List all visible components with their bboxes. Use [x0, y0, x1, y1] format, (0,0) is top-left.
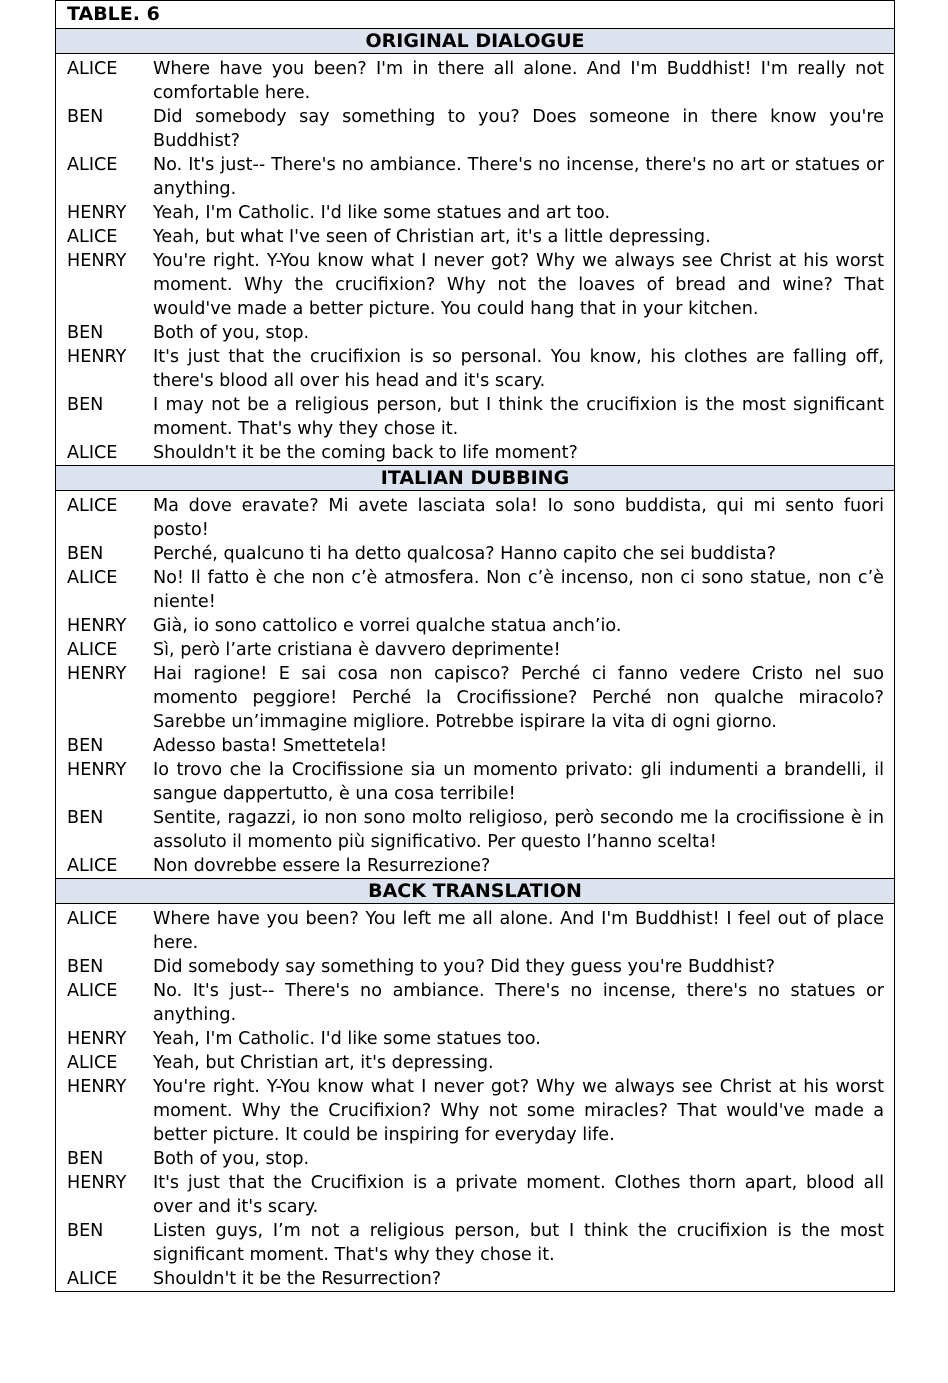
dialogue-line: Both of you, stop. [153, 323, 310, 343]
dialogue-row [67, 1219, 884, 1267]
dialogue-row [67, 1147, 884, 1171]
dialogue-row [67, 854, 884, 878]
dialogue-row [67, 441, 884, 465]
dialogue-row [67, 566, 884, 614]
dialogue-row [67, 955, 884, 979]
dialogue-row [67, 758, 884, 806]
dialogue-line: Hai ragione! E sai cosa non capisco? Perché ci fanno vedere Cristo nel suo momento peggiore! Perché la Crocifissione? Perché non qualche miracolo? Sarebbe un’immagine migliore. Potrebbe ispirare la vita di ogni giorno. [153, 664, 884, 732]
speaker-name: HENRY [67, 616, 127, 636]
dialogue-table [55, 0, 895, 1292]
dialogue-line: Perché, qualcuno ti ha detto qualcosa? Hanno capito che sei buddista? [153, 544, 777, 564]
dialogue-row [67, 393, 884, 441]
speaker-name: BEN [67, 544, 104, 564]
speaker-name: HENRY [67, 203, 127, 223]
dialogue-line: Ma dove eravate? Mi avete lasciata sola! Io sono buddista, qui mi sento fuori posto! [153, 496, 884, 540]
dialogue-row [67, 153, 884, 201]
speaker-name: ALICE [67, 155, 118, 175]
dialogue-row [67, 225, 884, 249]
speaker-name: BEN [67, 808, 104, 828]
section-back-translation [56, 879, 894, 1291]
dialogue-line: Non dovrebbe essere la Resurrezione? [153, 856, 491, 876]
dialogue-row [67, 201, 884, 225]
speaker-name: ALICE [67, 1269, 118, 1289]
dialogue-row [67, 249, 884, 321]
speaker-name: BEN [67, 323, 104, 343]
speaker-name: BEN [67, 107, 104, 127]
section-heading: BACK TRANSLATION [56, 879, 894, 904]
dialogue-row [67, 1267, 884, 1291]
speaker-name: HENRY [67, 664, 127, 684]
section-heading: ORIGINAL DIALOGUE [56, 29, 894, 54]
speaker-name: BEN [67, 957, 104, 977]
dialogue-row [67, 734, 884, 758]
dialogue-row [67, 345, 884, 393]
dialogue-line: Did somebody say something to you? Did they guess you're Buddhist? [153, 957, 775, 977]
speaker-name: HENRY [67, 1029, 127, 1049]
section-italian-dubbing [56, 466, 894, 879]
speaker-name: ALICE [67, 909, 118, 929]
dialogue-line: It's just that the Crucifixion is a private moment. Clothes thorn apart, blood all over and it's scary. [153, 1173, 884, 1217]
dialogue-line: Sì, però l’arte cristiana è davvero deprimente! [153, 640, 561, 660]
dialogue-line: Both of you, stop. [153, 1149, 310, 1169]
speaker-name: ALICE [67, 1053, 118, 1073]
speaker-name: ALICE [67, 981, 118, 1001]
dialogue-line: You're right. Y-You know what I never got? Why we always see Christ at his worst moment. Why the crucifixion? Why not the loaves of bread and wine? That would've made a better picture. You could hang that in your kitchen. [153, 251, 884, 319]
dialogue-line: Listen guys, I’m not a religious person, but I think the crucifixion is the most significant moment. That's why they chose it. [153, 1221, 884, 1265]
dialogue-line: Yeah, but what I've seen of Christian art, it's a little depressing. [153, 227, 711, 247]
speaker-name: HENRY [67, 1077, 127, 1097]
speaker-name: ALICE [67, 568, 118, 588]
dialogue-line: Did somebody say something to you? Does someone in there know you're Buddhist? [153, 107, 884, 151]
dialogue-row [67, 614, 884, 638]
dialogue-row [67, 57, 884, 105]
speaker-name: BEN [67, 736, 104, 756]
speaker-name: ALICE [67, 640, 118, 660]
dialogue-row [67, 979, 884, 1027]
speaker-name: ALICE [67, 856, 118, 876]
dialogue-row [67, 638, 884, 662]
dialogue-line: I may not be a religious person, but I think the crucifixion is the most significant moment. That's why they chose it. [153, 395, 884, 439]
dialogue-line: Già, io sono cattolico e vorrei qualche statua anch’io. [153, 616, 622, 636]
speaker-name: ALICE [67, 496, 118, 516]
speaker-name: HENRY [67, 347, 127, 367]
dialogue-line: Yeah, I'm Catholic. I'd like some statues too. [153, 1029, 541, 1049]
dialogue-line: No. It's just-- There's no ambiance. There's no incense, there's no statues or anything. [153, 981, 884, 1025]
dialogue-row [67, 494, 884, 542]
dialogue-row [67, 321, 884, 345]
dialogue-row [67, 806, 884, 854]
dialogue-row [67, 907, 884, 955]
dialogue-line: Sentite, ragazzi, io non sono molto religioso, però secondo me la crocifissione è in assoluto il momento più significativo. Per questo l’hanno scelta! [153, 808, 884, 852]
dialogue-row [67, 1051, 884, 1075]
speaker-name: HENRY [67, 1173, 127, 1193]
dialogue-line: You're right. Y-You know what I never got? Why we always see Christ at his worst moment. Why the Crucifixion? Why not some miracles? That would've made a better picture. It could be inspiring for everyday life. [153, 1077, 884, 1145]
dialogue-line: Adesso basta! Smettetela! [153, 736, 388, 756]
dialogue-line: Where have you been? You left me all alone. And I'm Buddhist! I feel out of place here. [153, 909, 884, 953]
dialogue-line: Shouldn't it be the Resurrection? [153, 1269, 442, 1289]
speaker-name: BEN [67, 395, 104, 415]
dialogue-line: Where have you been? I'm in there all alone. And I'm Buddhist! I'm really not comfortable here. [153, 59, 884, 103]
dialogue-row [67, 1027, 884, 1051]
speaker-name: ALICE [67, 227, 118, 247]
speaker-name: BEN [67, 1149, 104, 1169]
dialogue-row [67, 662, 884, 734]
dialogue-line: Io trovo che la Crocifissione sia un momento privato: gli indumenti a brandelli, il sangue dappertutto, è una cosa terribile! [153, 760, 884, 804]
speaker-name: HENRY [67, 251, 127, 271]
section-original-dialogue [56, 29, 894, 466]
dialogue-row [67, 1171, 884, 1219]
speaker-name: HENRY [67, 760, 127, 780]
dialogue-line: Shouldn't it be the coming back to life moment? [153, 443, 578, 463]
dialogue-row [67, 1075, 884, 1147]
speaker-name: ALICE [67, 443, 118, 463]
dialogue-line: No. It's just-- There's no ambiance. There's no incense, there's no art or statues or anything. [153, 155, 884, 199]
speaker-name: BEN [67, 1221, 104, 1241]
dialogue-row [67, 542, 884, 566]
dialogue-row [67, 105, 884, 153]
section-heading: ITALIAN DUBBING [56, 466, 894, 491]
speaker-name: ALICE [67, 59, 118, 79]
dialogue-line: It's just that the crucifixion is so personal. You know, his clothes are falling off, there's blood all over his head and it's scary. [153, 347, 884, 391]
table-title: TABLE. 6 [56, 1, 894, 29]
dialogue-line: No! Il fatto è che non c’è atmosfera. Non c’è incenso, non ci sono statue, non c’è niente! [153, 568, 884, 612]
dialogue-line: Yeah, I'm Catholic. I'd like some statues and art too. [153, 203, 611, 223]
dialogue-line: Yeah, but Christian art, it's depressing. [153, 1053, 494, 1073]
